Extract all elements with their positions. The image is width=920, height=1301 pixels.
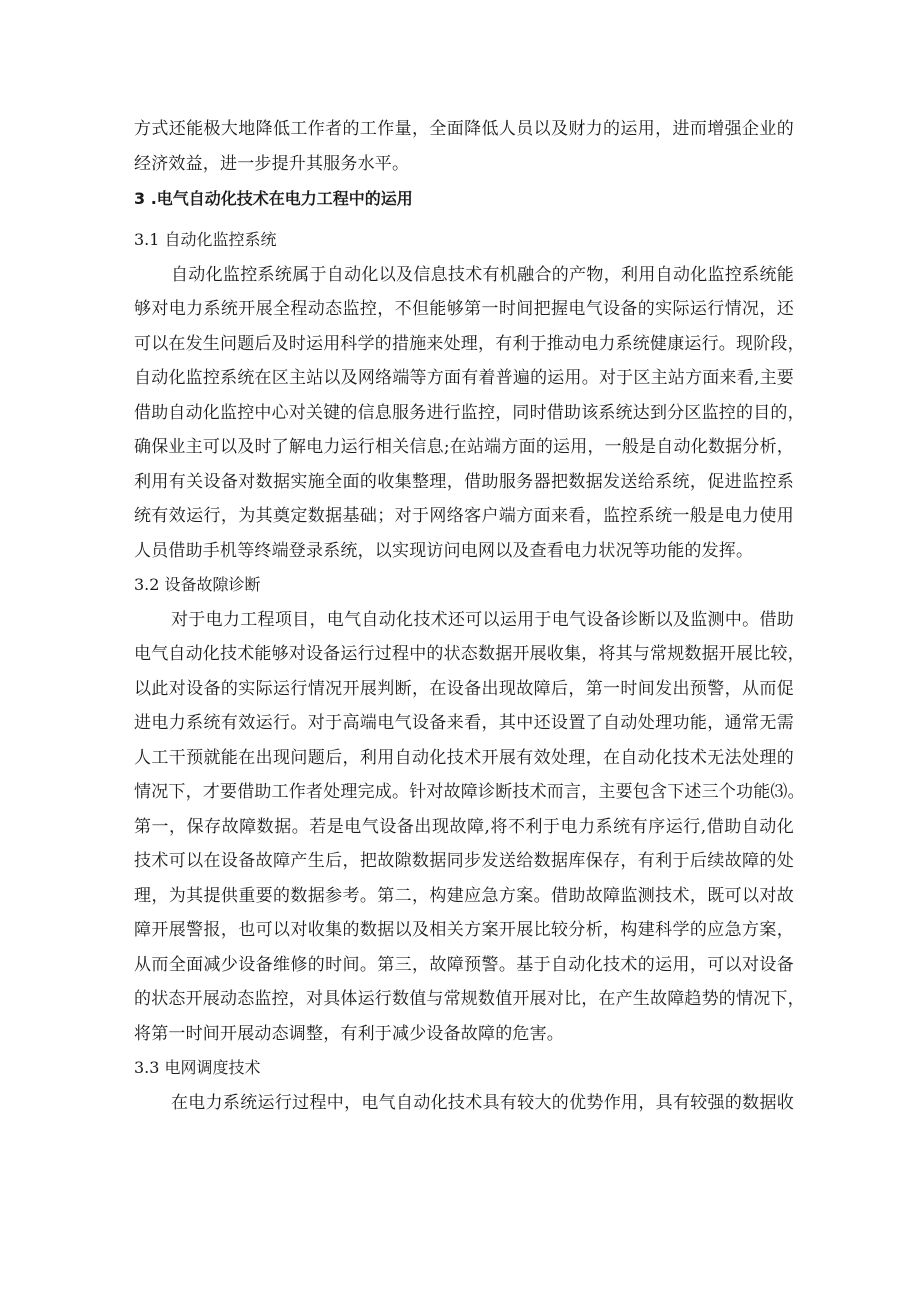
paragraph-line: 进电力系统有效运行。对于高端电气设备来看，其中还设置了自动处理功能，通常无需	[134, 713, 794, 733]
paragraph-line: 技术可以在设备故障产生后，把故隙数据同步发送给数据库保存，有利于后续故障的处	[134, 851, 794, 871]
paragraph-line: 以此对设备的实际运行情况开展判断，在设备出现故障后，第一时间发出预警，从而促	[134, 678, 794, 699]
paragraph-line: 方式还能极大地降低工作者的工作量，全面降低人员以及财力的运用，进而增强企业的	[134, 119, 794, 139]
paragraph-line: 情况下，才要借助工作者处理完成。针对故障诊断技术而言，主要包含下述三个功能⑶。	[134, 782, 805, 802]
paragraph-line: 利用有关设备对数据实施全面的收集整理，借助服务器把数据发送给系统，促进监控系	[134, 471, 794, 492]
subsection-3-2-title: 3.2 设备故隙诊断	[134, 575, 261, 594]
paragraph-line: 够对电力系统开展全程动态监控，不但能够第一时间把握电气设备的实际运行情况，还	[134, 299, 794, 319]
paragraph-line: 自动化监控系统属于自动化以及信息技术有机融合的产物，利用自动化监控系统能	[171, 264, 794, 285]
paragraph-line: 可以在发生问题后及时运用科学的措施来处理，有利于推动电力系统健康运行。现阶段，	[134, 333, 805, 354]
paragraph-line: 将第一时间开展动态调整，有利于减少设备故障的危害。	[134, 1023, 564, 1044]
subsection-3-2-paragraph	[134, 603, 805, 1052]
paragraph-line: 人工干预就能在出现问题后，利用自动化技术开展有效处理，在自动化技术无法处理的	[134, 747, 794, 768]
paragraph-line: 障开展警报，也可以对收集的数据以及相关方案开展比较分析，构建科学的应急方案，	[134, 920, 794, 940]
paragraph-line: 自动化监控系统在区主站以及网络端等方面有着普遍的运用。对于区主站方面来看,主要	[134, 368, 794, 388]
subsection-3-3-title: 3.3 电网调度技术	[134, 1058, 261, 1077]
paragraph-line: 理，为其提供重要的数据参考。第二，构建应急方案。借助故障监测技术，既可以对故	[134, 885, 794, 906]
document-page	[134, 112, 805, 1120]
subsection-3-3-paragraph	[134, 1086, 794, 1121]
paragraph-line: 第一，保存故障数据。若是电气设备出现故障,将不利于电力系统有序运行,借助自动化	[134, 816, 794, 837]
paragraph-line: 在电力系统运行过程中，电气自动化技术具有较大的优势作用，具有较强的数据收	[171, 1092, 794, 1113]
section-3-title: 3 .电气自动化技术在电力工程中的运用	[134, 189, 413, 208]
paragraph-line: 人员借助手机等终端登录系统，以实现访问电网以及查看电力状况等功能的发挥。	[134, 540, 754, 561]
subsection-3-1-title: 3.1 自动化监控系统	[134, 230, 277, 249]
subsection-3-1-paragraph	[134, 258, 805, 569]
paragraph-line: 从而全面减少设备维修的时间。第三，故障预警。基于自动化技术的运用，可以对设备	[134, 954, 794, 975]
paragraph-line: 统有效运行，为其奠定数据基础；对于网络客户端方面来看，监控系统一般是电力使用	[134, 506, 794, 526]
intro-paragraph	[134, 112, 794, 181]
paragraph-line: 经济效益，进一步提升其服务水平。	[134, 153, 410, 174]
paragraph-line: 的状态开展动态监控，对具体运行数值与常规数值开展对比，在产生故障趋势的情况下，	[134, 989, 805, 1009]
paragraph-line: 电气自动化技术能够对设备运行过程中的状态数据开展收集，将其与常规数据开展比较，	[134, 644, 805, 664]
paragraph-line: 借助自动化监控中心对关键的信息服务进行监控，同时借助该系统达到分区监控的目的，	[134, 402, 805, 423]
paragraph-line: 确保业主可以及时了解电力运行相关信息;在站端方面的运用，一般是自动化数据分析，	[134, 437, 794, 457]
paragraph-line: 对于电力工程项目，电气自动化技术还可以运用于电气设备诊断以及监测中。借助	[171, 609, 794, 630]
